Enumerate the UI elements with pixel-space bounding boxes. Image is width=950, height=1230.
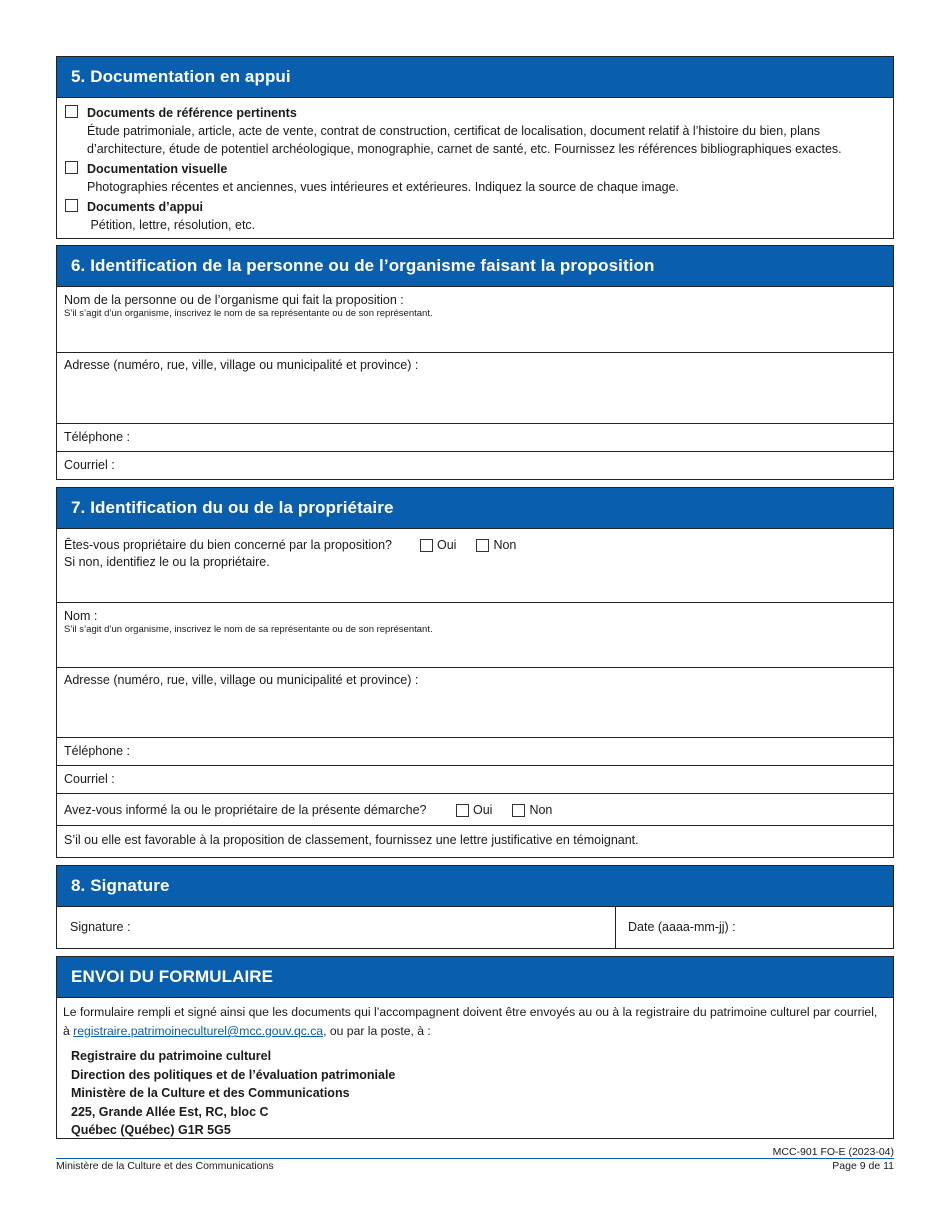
owner-favorable-row [57, 826, 893, 857]
owner-email-label: Courriel : [64, 772, 115, 786]
informed-no-label: Non [529, 803, 553, 817]
envoi-instructions [57, 998, 893, 1041]
envoi-title: ENVOI DU FORMULAIRE [57, 957, 893, 998]
form-code: MCC-901 FO-E (2023-04) [772, 1146, 894, 1158]
owner-favorable-text: S’il ou elle est favorable à la proposition de classement, fournissez une lettre justificative en témoignant. [64, 833, 639, 847]
section-7-title: 7. Identification du ou de la propriétaire [57, 488, 893, 529]
doc-item-title: Documentation visuelle [87, 162, 228, 176]
owner-question-subtext: Si non, identifiez le ou la propriétaire. [64, 555, 270, 569]
section-6-title: 6. Identification de la personne ou de l’organisme faisant la proposition [57, 246, 893, 287]
doc-item-reference [65, 104, 885, 158]
address-line: Registraire du patrimoine culturel [71, 1049, 272, 1063]
signature-label: Signature : [70, 920, 131, 934]
informed-yes-checkbox[interactable] [456, 804, 469, 817]
address-line: Ministère de la Culture et des Communications [71, 1086, 350, 1101]
proposer-name-field[interactable] [57, 287, 893, 353]
owner-yes-label: Oui [437, 538, 457, 552]
owner-name-note: S’il s’agit d’un organisme, inscrivez le nom de sa représentante ou de son représentant. [64, 624, 433, 635]
owner-address-field[interactable] [57, 668, 893, 738]
owner-phone-field[interactable] [57, 738, 893, 766]
informed-yes-label: Oui [473, 803, 493, 817]
envoi-text-after: , ou par la poste, à : [323, 1024, 431, 1038]
date-field[interactable] [616, 907, 893, 949]
proposer-phone-field[interactable] [57, 424, 893, 452]
envoi-email-link[interactable]: registraire.patrimoineculturel@mcc.gouv.qc.ca [73, 1024, 324, 1038]
doc-item-title: Documents d’appui [87, 200, 203, 214]
footer-page-number: Page 9 de 11 [832, 1160, 894, 1172]
proposer-phone-label: Téléphone : [64, 430, 131, 444]
address-line: Direction des politiques et de l’évaluation patrimoniale [71, 1067, 396, 1082]
section-5-title: 5. Documentation en appui [57, 57, 893, 98]
owner-question-text: Êtes-vous propriétaire du bien concerné par la proposition? [64, 538, 392, 552]
footer-bar [56, 1158, 894, 1172]
section-7-owner [56, 487, 894, 858]
proposer-email-field[interactable] [57, 452, 893, 480]
owner-name-label: Nom : [64, 609, 98, 623]
proposer-name-note: S’il s’agit d’un organisme, inscrivez le nom de sa représentante ou de son représentant. [64, 308, 433, 319]
proposer-address-label: Adresse (numéro, rue, ville, village ou municipalité et province) : [64, 358, 419, 372]
doc-item-text: Photographies récentes et anciennes, vues intérieures et extérieures. Indiquez la source de chaque image. [87, 180, 680, 194]
owner-address-label: Adresse (numéro, rue, ville, village ou municipalité et province) : [64, 673, 419, 687]
address-line: Québec (Québec) G1R 5G5 [71, 1123, 231, 1138]
proposer-name-label: Nom de la personne ou de l’organisme qui fait la proposition : [64, 293, 404, 307]
doc-item-text: Étude patrimoniale, article, acte de vente, contrat de construction, certificat de localisation, document relatif à l’histoire du bien, plans d’architecture, étude de potentiel archéologique, monographie, carnet de santé, etc. Fournissez les références bibliographiques exactes. [87, 124, 842, 156]
checkbox-support-docs[interactable] [65, 199, 78, 212]
owner-question-row [57, 529, 893, 603]
doc-item-visual [65, 160, 885, 196]
owner-name-field[interactable] [57, 603, 893, 668]
checkbox-visual-docs[interactable] [65, 161, 78, 174]
informed-options [456, 803, 568, 817]
section-envoi [56, 956, 894, 1139]
owner-yes-checkbox[interactable] [420, 539, 433, 552]
informed-no-checkbox[interactable] [512, 804, 525, 817]
envoi-text-before: Le formulaire rempli et signé ainsi que les documents qui l’accompagnent doivent être envoyés au ou à la registraire du patrimoine culturel par courriel, à [63, 1005, 878, 1038]
doc-item-title: Documents de référence pertinents [87, 106, 297, 120]
owner-informed-question: Avez-vous informé la ou le propriétaire de la présente démarche? [64, 803, 427, 817]
proposer-email-label: Courriel : [64, 458, 115, 472]
owner-no-checkbox[interactable] [476, 539, 489, 552]
section-6-proposer [56, 245, 894, 480]
envoi-address [57, 1047, 893, 1140]
proposer-address-field[interactable] [57, 353, 893, 424]
owner-informed-row [57, 794, 893, 826]
address-line: 225, Grande Allée Est, RC, bloc C [71, 1104, 269, 1119]
date-label: Date (aaaa-mm-jj) : [628, 920, 736, 934]
doc-item-text: Pétition, lettre, résolution, etc. [87, 218, 256, 232]
signature-field[interactable] [57, 907, 616, 949]
owner-email-field[interactable] [57, 766, 893, 794]
section-8-signature [56, 865, 894, 949]
footer-ministry: Ministère de la Culture et des Communications [56, 1160, 274, 1172]
owner-no-label: Non [493, 538, 517, 552]
page-footer [56, 1146, 894, 1172]
doc-item-support [65, 198, 885, 234]
owner-phone-label: Téléphone : [64, 744, 131, 758]
section-5-documentation [56, 56, 894, 239]
checkbox-reference-docs[interactable] [65, 105, 78, 118]
section-8-title: 8. Signature [57, 866, 893, 907]
owner-options [420, 537, 532, 554]
